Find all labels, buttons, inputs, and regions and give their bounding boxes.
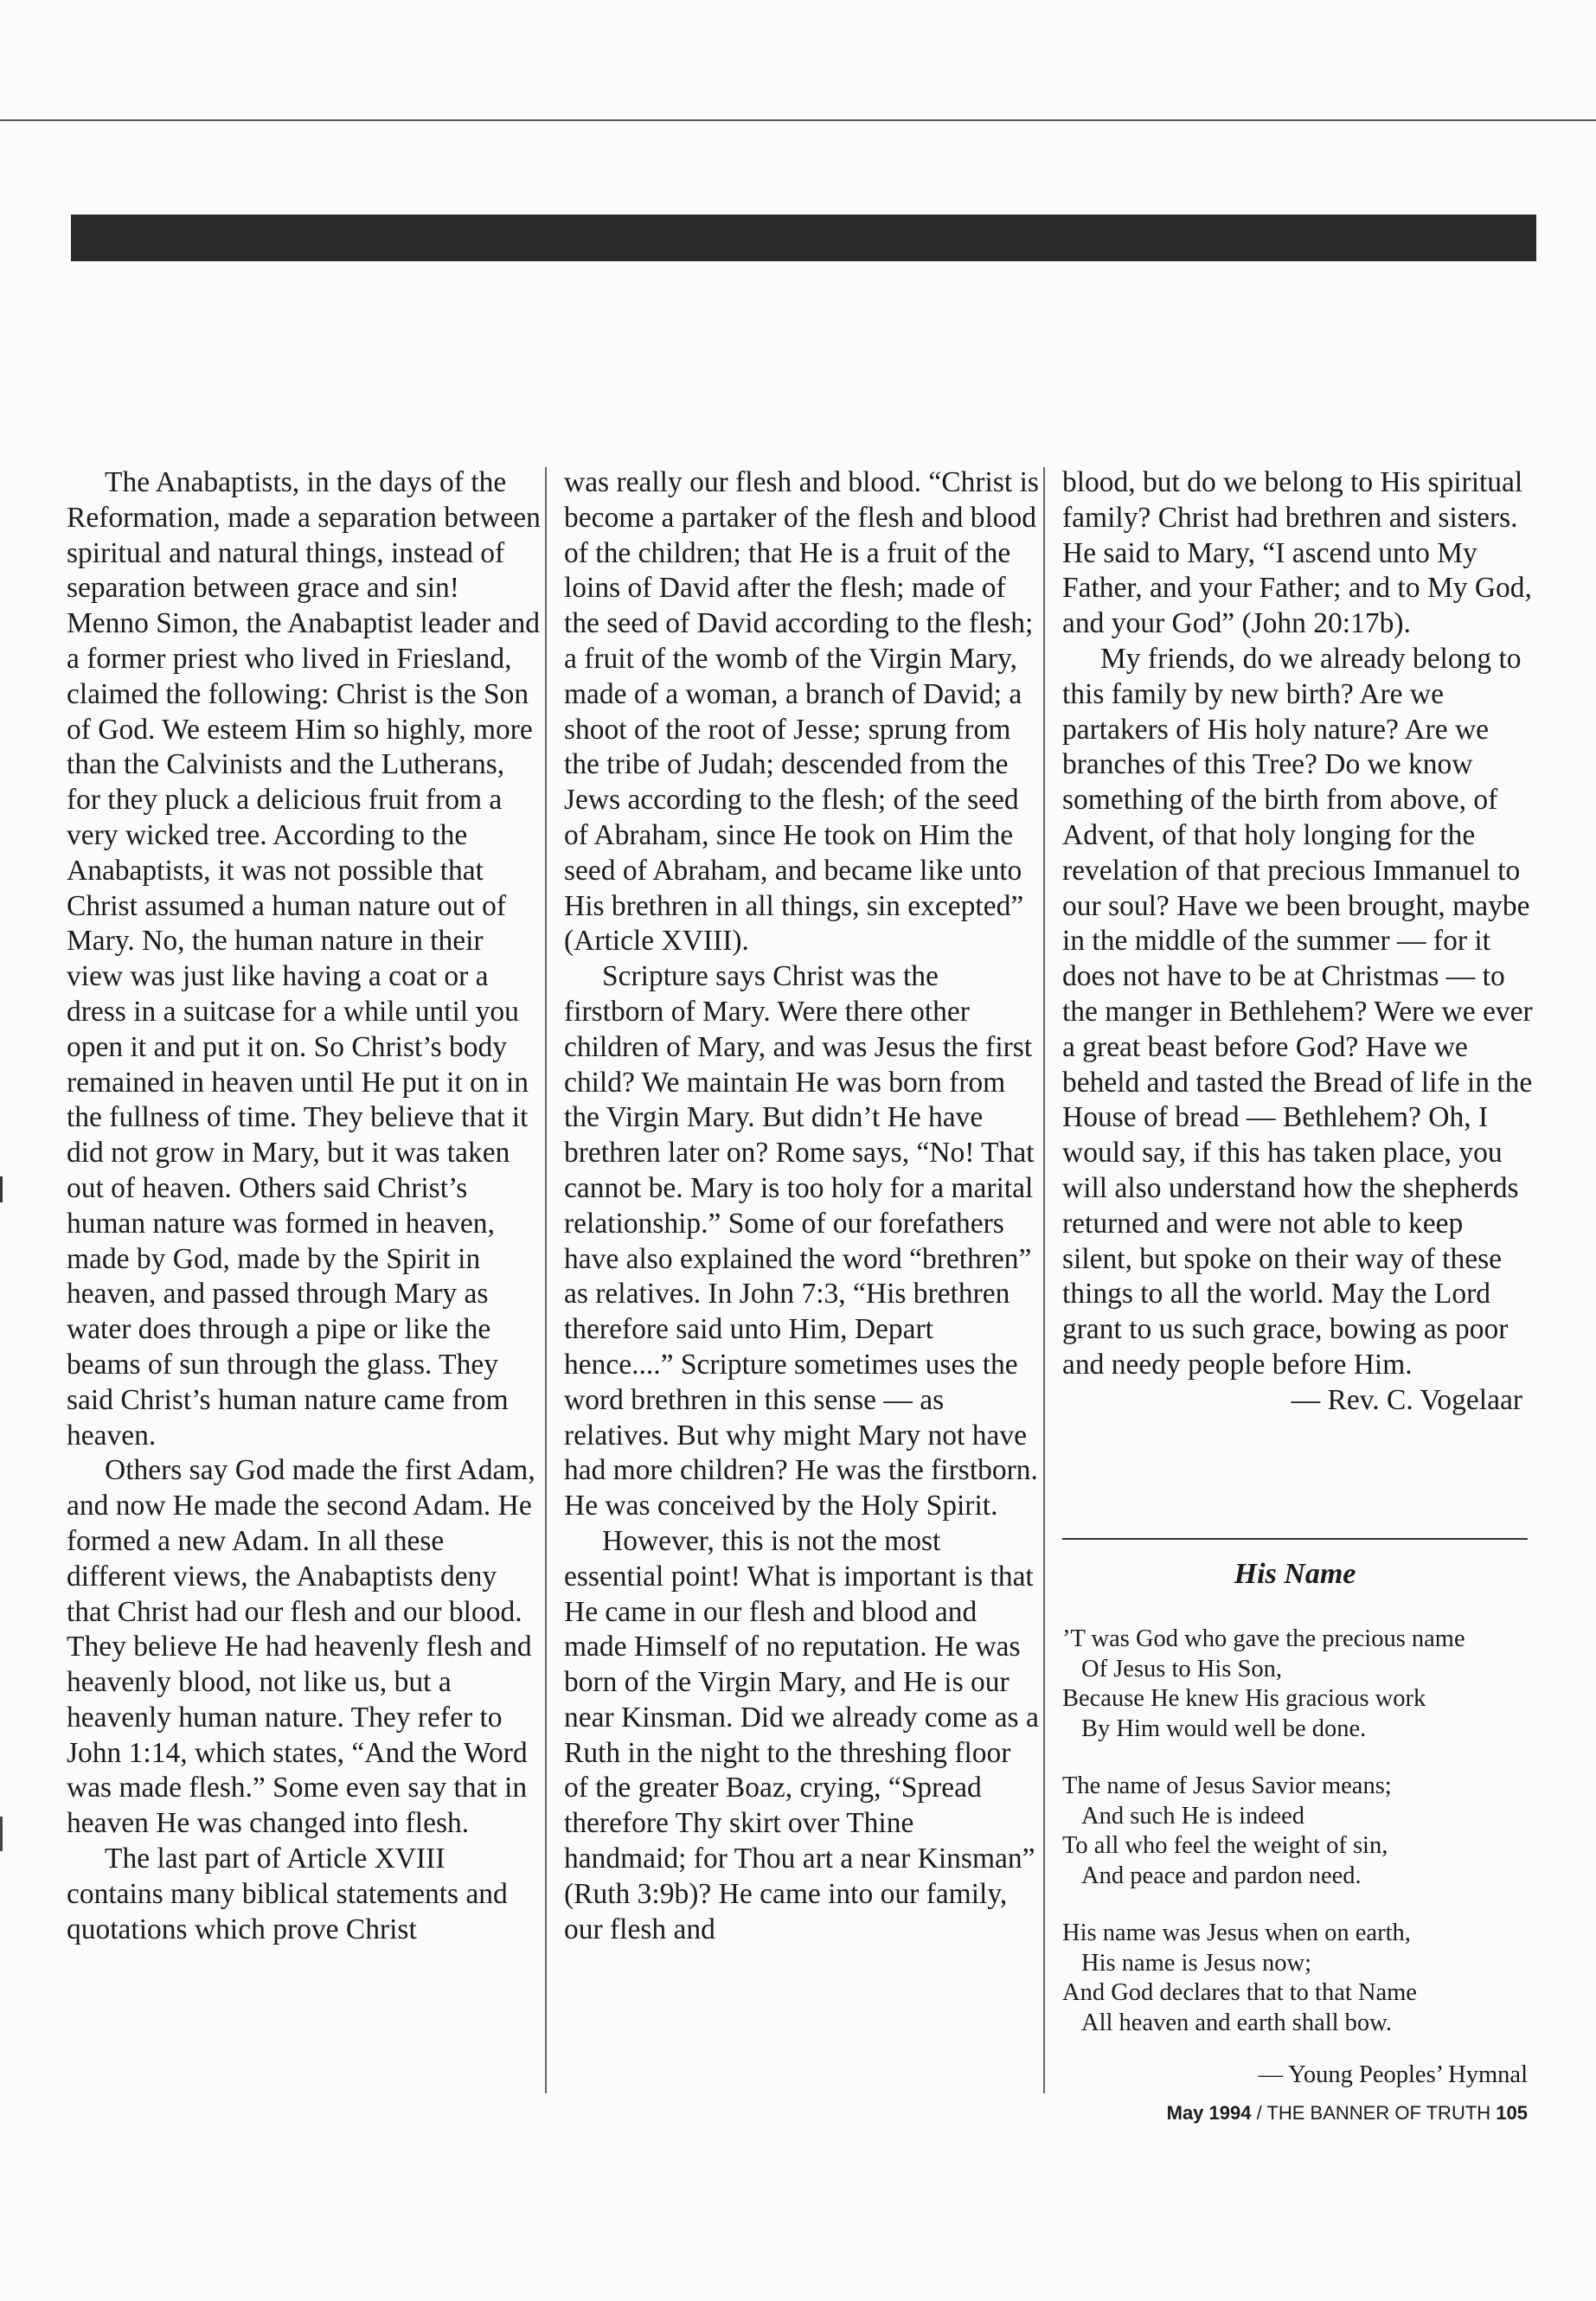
poem-title: His Name (1234, 1558, 1356, 1590)
poem-line: His name was Jesus when on earth, (1062, 1920, 1411, 1946)
poem-stanza (1062, 1625, 1536, 1744)
paragraph: was really our flesh and blood. “Christ is become a partaker of the flesh and blood of the children; that He is a fruit of the loins of David after the flesh; made of the seed of David according to the flesh; a fruit of the womb of the Virgin Mary, made of a woman, a branch of David; a shoot of the root of Jesse; sprung from the tribe of Judah; descended from the Jews according to the flesh; of the seed of Abraham, since He took on Him the seed of Abraham, and became like unto His brethren in all things, sin excepted” (Article XVIII). (564, 466, 1039, 958)
column-divider (1043, 467, 1045, 2093)
poem-line: And such He is indeed (1081, 1802, 1305, 1830)
poem-stanza (1062, 1919, 1536, 2038)
poem-line: By Him would well be done. (1081, 1715, 1367, 1742)
poem-line: Because He knew His gracious work (1062, 1685, 1426, 1712)
paragraph: The Anabaptists, in the days of the Reformation, made a separation between spiritual and natural things, instead of separation between grace and sin! Menno Simon, the Anabaptist leader and a former priest who lived in Friesland, claimed the following: Christ is the Son of God. We esteem Him so highly, more than the Calvinists and the Lutherans, for they pluck a delicious fruit from a very wicked tree. According to the Anabaptists, it was not possible that Christ assumed a human nature out of Mary. No, the human nature in their view was just like having a coat or a dress in a suitcase for a while until you open it and put it on. So Christ’s body remained in heaven until He put it on in the fullness of time. They believe that it did not grow in Mary, but it was taken out of heaven. Others said Christ’s human nature was formed in heaven, made by God, made by the Spirit in heaven, and passed through Mary as water does through a pipe or like the beams of sun through the glass. They said Christ’s human nature came from heaven. (67, 466, 541, 1452)
article-column-2 (564, 465, 1042, 1947)
poem-line: The name of Jesus Savior means; (1062, 1772, 1392, 1799)
paragraph: My friends, do we already belong to this family by new birth? Are we partakers of His holy nature? Are we branches of this Tree? Do we know something of the birth from above, of Advent, of that holy longing for the revelation of that precious Immanuel to our soul? Have we been brought, maybe in the middle of the summer — for it does not have to be at Christmas — to the manger in Bethlehem? Were we ever a great beast before God? Have we beheld and tasted the Bread of life in the House of bread — Bethlehem? Oh, I would say, if this has taken place, you will also understand how the shepherds returned and were not able to keep silent, but spoke on their way of these things to all the world. May the Lord grant to us such grace, bowing as poor and needy people before Him. (1062, 642, 1533, 1381)
poem-line: And peace and pardon need. (1081, 1862, 1362, 1889)
paragraph: Scripture says Christ was the firstborn of Mary. Were there other children of Mary, and was Jesus the first child? We maintain He was born from the Virgin Mary. But didn’t He have brethren later on? Rome says, “No! That cannot be. Mary is too holy for a marital relationship.” Some of our forefathers have also explained the word “brethren” as relatives. In John 7:3, “His brethren therefore said unto Him, Depart hence....” Scripture sometimes uses the word brethren in this sense — as relatives. But why might Mary not have had more children? He was the firstborn. He was conceived by the Holy Spirit. (564, 960, 1038, 1522)
article-column-3 (1062, 465, 1536, 1419)
poem-rule (1062, 1538, 1528, 1540)
poem-body (1062, 1625, 1536, 2066)
paragraph: Others say God made the first Adam, and now He made the second Adam. He formed a new Adam. In all these different views, the Anabaptists deny that Christ had our flesh and our blood. They believe He had heavenly flesh and heavenly blood, not like us, but a heavenly human nature. They refer to John 1:14, which states, “And the Word was made flesh.” Some even say that in heaven He was changed into flesh. (67, 1454, 535, 1840)
top-rule (0, 119, 1596, 121)
poem-line: And God declares that to that Name (1062, 1979, 1417, 2006)
page-number: 105 (1496, 2102, 1528, 2124)
poem-line: His name is Jesus now; (1081, 1949, 1311, 1977)
poem-line: Of Jesus to His Son, (1081, 1655, 1282, 1682)
paragraph: blood, but do we belong to His spiritual family? Christ had brethren and sisters. He said to Mary, “I ascend unto My Father, and your Father; and to My God, and your God” (John 20:17b). (1062, 466, 1532, 640)
issue-date: May 1994 (1166, 2102, 1252, 2124)
author-signature: — Rev. C. Vogelaar (1291, 1383, 1522, 1416)
publication-name: / THE BANNER OF TRUTH (1256, 2102, 1491, 2124)
poem-line: ’T was God who gave the precious name (1062, 1625, 1465, 1652)
scan-edge-mark (0, 1817, 3, 1851)
paragraph: The last part of Article XVIII contains many biblical statements and quotations which prove Christ (67, 1843, 508, 1945)
paragraph: However, this is not the most essential point! What is important is that He came in our flesh and blood and made Himself of no reputation. He was born of the Virgin Mary, and He is our near Kinsman. Did we already come as a Ruth in the night to the threshing floor of the greater Boaz, crying, “Spread therefore Thy skirt over Thine handmaid; for Thou art a near Kinsman” (Ruth 3:9b)? He came into our family, our flesh and (564, 1524, 1039, 1945)
page-footer (1062, 2100, 1528, 2126)
poem-credit: — Young Peoples’ Hymnal (1258, 2061, 1528, 2088)
header-banner (71, 215, 1536, 261)
poem-line: To all who feel the weight of sin, (1062, 1832, 1388, 1859)
scan-edge-mark (0, 1176, 3, 1202)
column-divider (545, 467, 547, 2093)
poem-stanza (1062, 1772, 1536, 1891)
article-column-1 (67, 465, 542, 1947)
poem-line: All heaven and earth shall bow. (1081, 2009, 1393, 2036)
